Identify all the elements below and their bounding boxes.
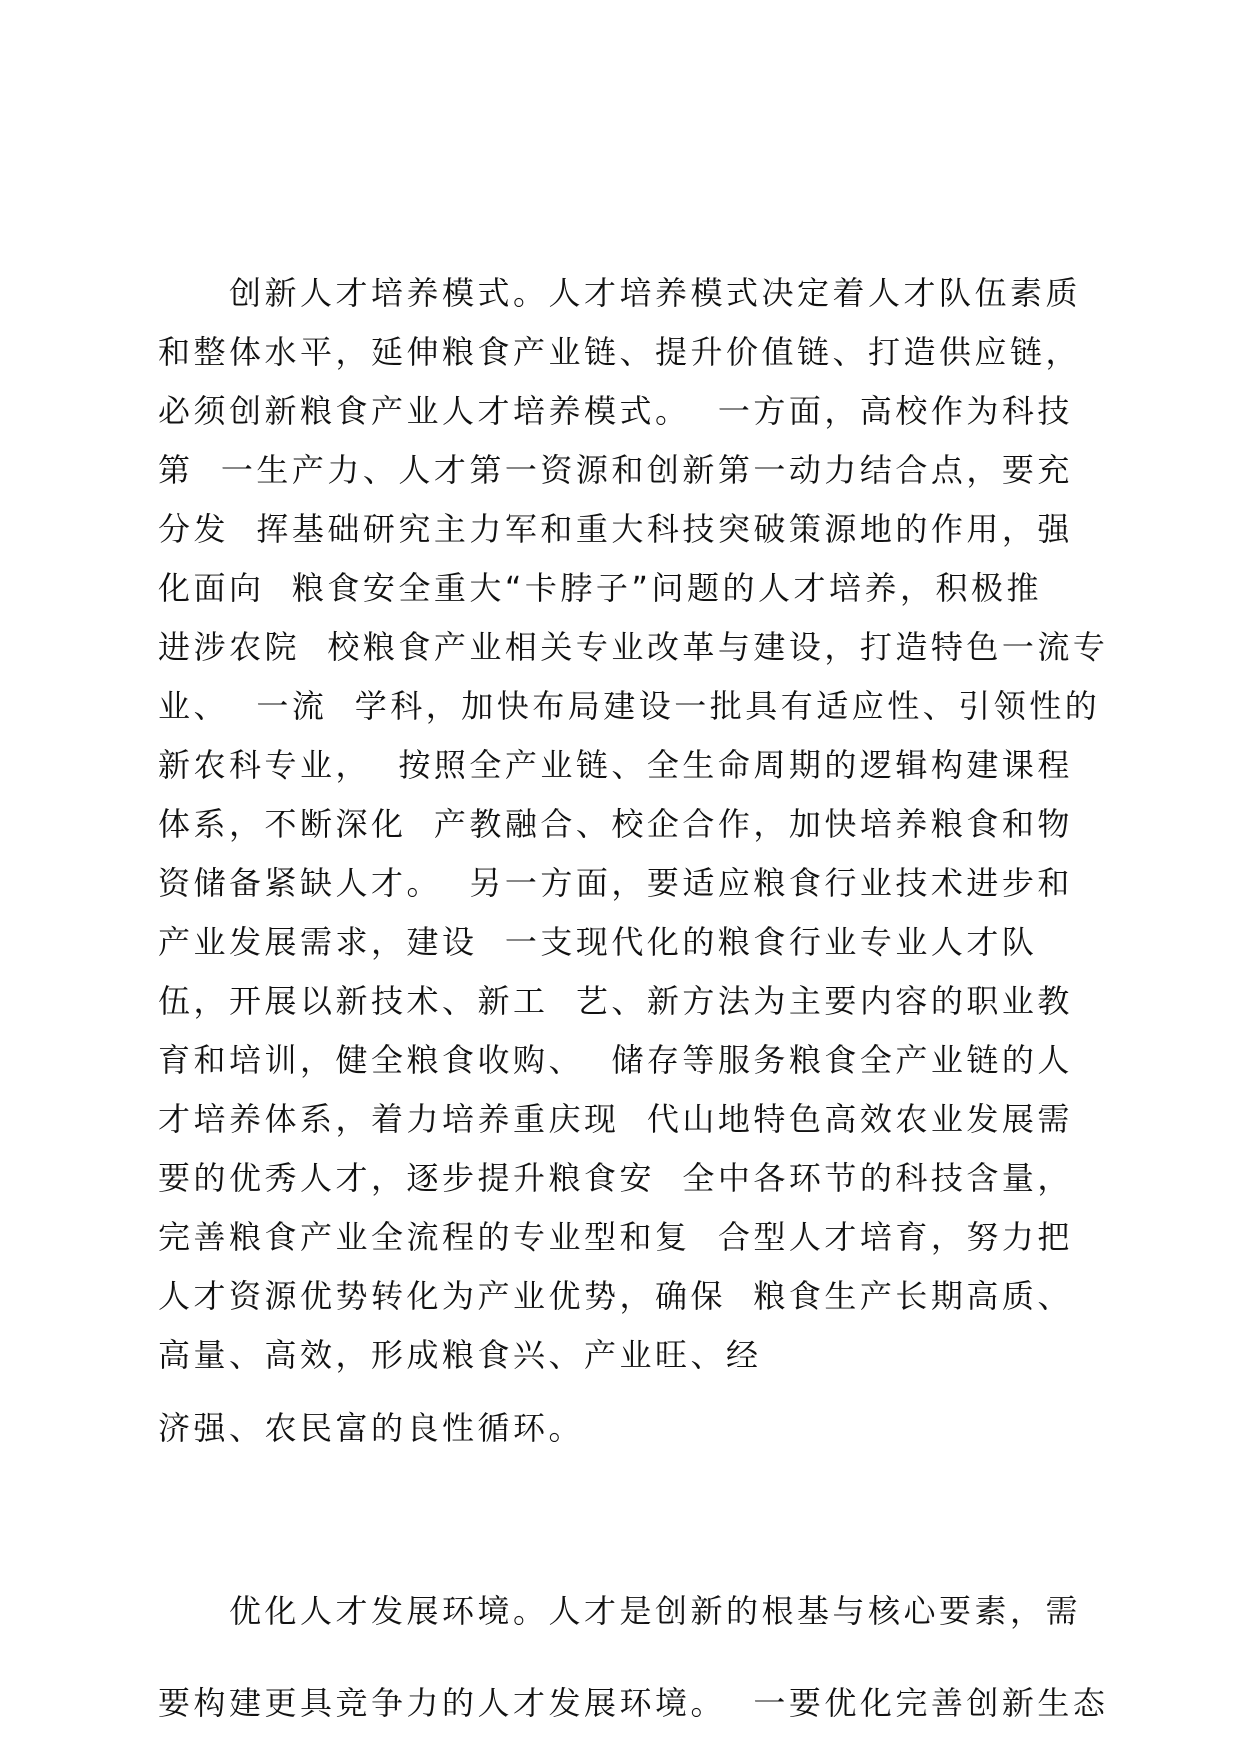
text-line: 完善粮食产业全流程的专业型和复 合型人才培育，努力把 bbox=[158, 1218, 1073, 1256]
text-line: 第 一生产力、人才第一资源和创新第一动力结合点，要充 bbox=[158, 451, 1073, 489]
text-line: 体系，不断深化 产教融合、校企合作，加快培养粮食和物 bbox=[158, 805, 1073, 843]
text-line: 育和培训，健全粮食收购、 储存等服务粮食全产业链的人 bbox=[158, 1041, 1073, 1079]
text-line: 必须创新粮食产业人才培养模式。 一方面，高校作为科技 bbox=[158, 392, 1073, 430]
text-line: 分发 挥基础研究主力军和重大科技突破策源地的作用，强 bbox=[158, 510, 1073, 548]
text-line: 业、 一流 学科，加快布局建设一批具有适应性、引领性的 bbox=[158, 687, 1101, 725]
text-line: 进涉农院 校粮食产业相关专业改革与建设，打造特色一流专 bbox=[158, 628, 1109, 666]
text-line: 济强、农民富的良性循环。 bbox=[158, 1409, 585, 1447]
text-line: 化面向 粮食安全重大“卡脖子”问题的人才培养，积极推 bbox=[158, 569, 1043, 607]
text-line: 资储备紧缺人才。 另一方面，要适应粮食行业技术进步和 bbox=[158, 864, 1073, 902]
text-line: 要的优秀人才，逐步提升粮食安 全中各环节的科技含量， bbox=[158, 1159, 1073, 1197]
text-line: 优化人才发展环境。人才是创新的根基与核心要素，需 bbox=[158, 1592, 1082, 1630]
text-line: 创新人才培养模式。人才培养模式决定着人才队伍素质 bbox=[158, 274, 1082, 312]
text-line: 人才资源优势转化为产业优势，确保 粮食生产长期高质、 bbox=[158, 1277, 1073, 1315]
text-line: 高量、高效，形成粮食兴、产业旺、经 bbox=[158, 1336, 762, 1374]
text-line: 产业发展需求，建设 一支现代化的粮食行业专业人才队 bbox=[158, 923, 1038, 961]
text-line: 伍，开展以新技术、新工 艺、新方法为主要内容的职业教 bbox=[158, 982, 1073, 1020]
text-line: 和整体水平，延伸粮食产业链、提升价值链、打造供应链， bbox=[158, 333, 1082, 371]
text-line: 才培养体系，着力培养重庆现 代山地特色高效农业发展需 bbox=[158, 1100, 1073, 1138]
text-line: 新农科专业， 按照全产业链、全生命周期的逻辑构建课程 bbox=[158, 746, 1073, 784]
text-line: 要构建更具竞争力的人才发展环境。 一要优化完善创新生态 bbox=[158, 1684, 1109, 1722]
